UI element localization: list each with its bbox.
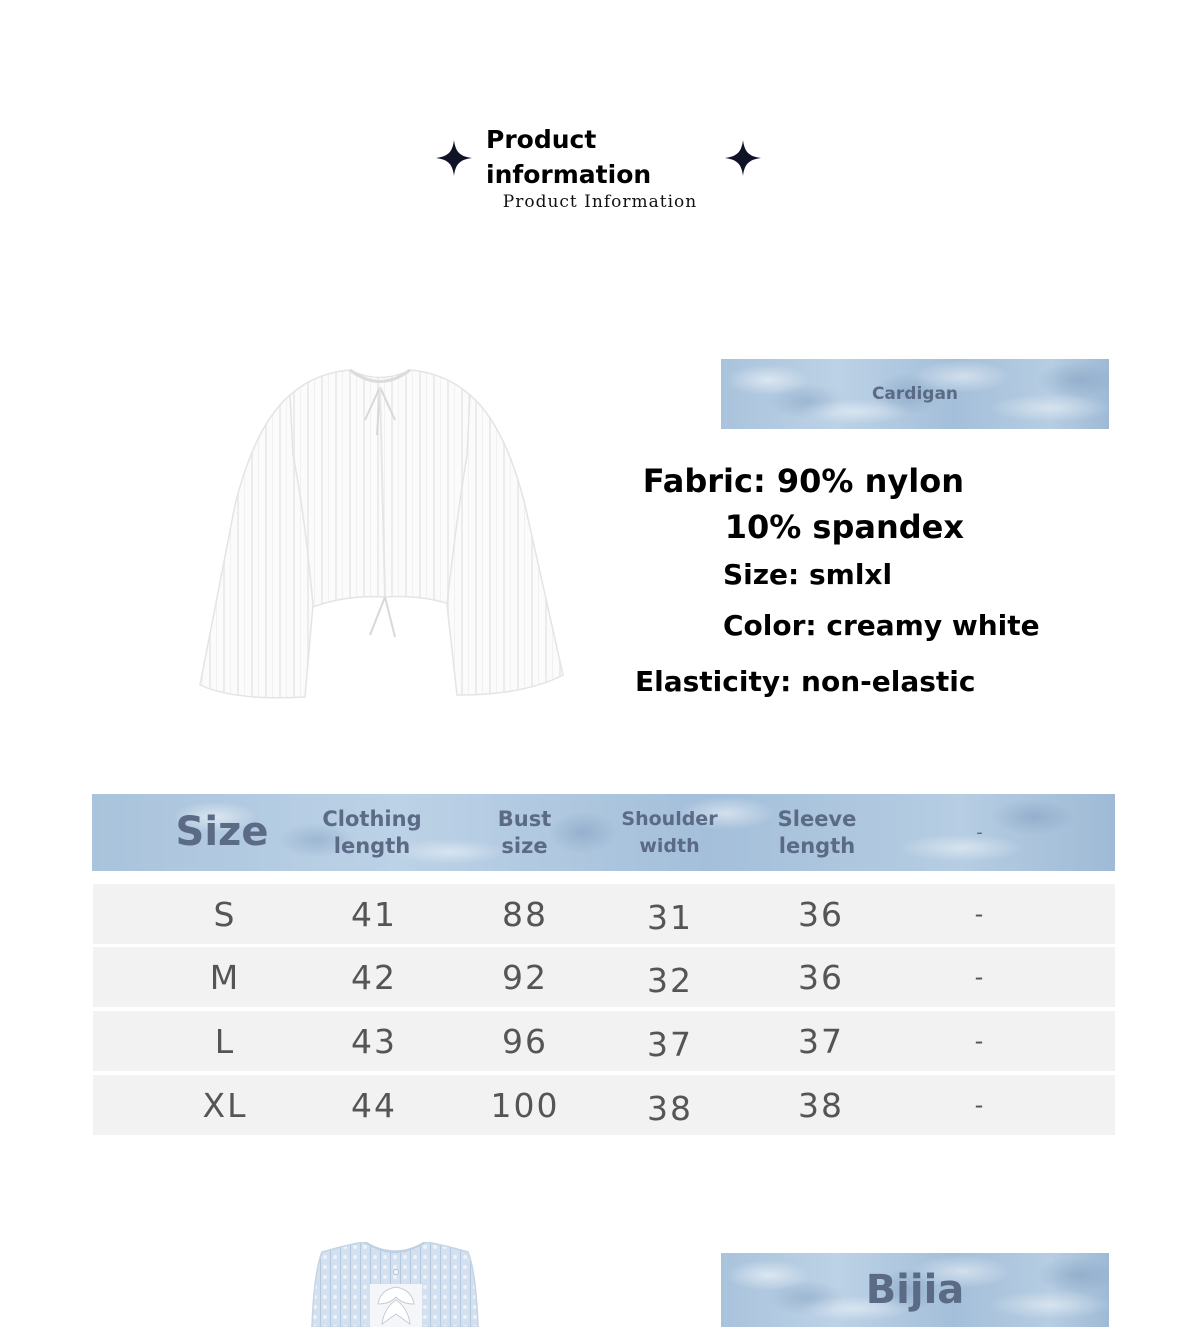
table-row [93,947,1115,1007]
cell-clothing-length: 41 [351,894,397,934]
color-spec: Color: creamy white [723,609,1040,642]
cell-sleeve-length: 36 [798,957,844,997]
cell-extra: - [974,1091,986,1119]
cell-extra: - [974,1027,986,1055]
white-cardigan-photo [195,365,570,705]
cell-sleeve-length: 38 [798,1085,844,1125]
size-spec: Size: smlxl [723,558,893,591]
cell-size: S [213,894,237,934]
cell-shoulder-width: 31 [647,897,693,937]
cell-bust-size: 92 [502,957,548,997]
product-tag-label: Bijia [865,1267,965,1313]
table-row [93,1011,1115,1071]
section-title: Product information [486,125,652,189]
table-row [93,1075,1115,1135]
cell-size: L [214,1021,236,1061]
cell-bust-size: 88 [502,894,548,934]
cell-sleeve-length: 36 [798,894,844,934]
cell-bust-size: 100 [490,1085,560,1125]
elasticity-spec: Elasticity: non-elastic [635,665,976,698]
cell-shoulder-width: 32 [647,960,693,1000]
cell-extra: - [974,900,986,928]
cell-size: XL [202,1085,248,1125]
cell-bust-size: 96 [502,1021,548,1061]
cell-clothing-length: 42 [351,957,397,997]
cell-clothing-length: 44 [351,1085,397,1125]
table-row [93,884,1115,944]
header-sleeve-length: Sleeve length [777,806,857,858]
sparkle-star-icon [725,140,761,176]
cell-extra: - [974,963,986,991]
header-size: Size [175,809,269,855]
blue-lace-vest-photo [310,1242,480,1327]
section-subtitle: Product Information [502,192,698,212]
header-clothing-length: Clothing length [322,806,422,858]
cell-shoulder-width: 37 [647,1024,693,1064]
sparkle-star-icon [436,140,472,176]
cell-sleeve-length: 37 [798,1021,844,1061]
cell-clothing-length: 43 [351,1021,397,1061]
header-extra: - [976,822,983,843]
fabric-spec: Fabric: 90% nylon 10% spandex [642,462,964,546]
product-tag-label: Cardigan [871,384,959,404]
product-tag-banner [721,359,1109,429]
product-tag-banner [721,1253,1109,1327]
header-bust-size: Bust size [497,806,552,858]
cell-size: M [209,957,241,997]
cell-shoulder-width: 38 [647,1088,693,1128]
size-table-header [92,794,1115,871]
header-shoulder-width: Shoulder width [621,807,718,857]
